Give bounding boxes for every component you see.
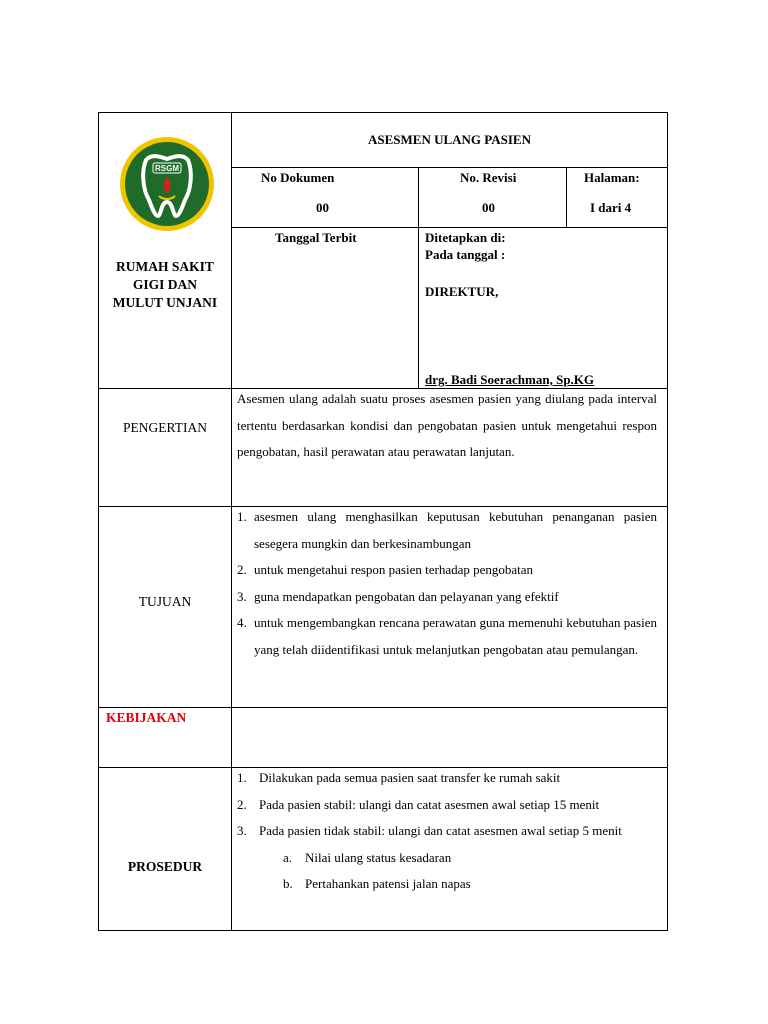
list-item bbox=[237, 818, 657, 845]
list-item-number: 2. bbox=[237, 796, 247, 812]
list-subitem-letter: a. bbox=[283, 849, 293, 865]
list-item-text: Dilakukan pada semua pasien saat transfer ke rumah sakit bbox=[259, 770, 561, 785]
no-revisi-value: 00 bbox=[482, 200, 495, 215]
list-item-number: 1. bbox=[237, 770, 247, 785]
list-item-text: guna mendapatkan pengobatan dan pelayanan yang efektif bbox=[254, 588, 559, 604]
kebijakan-label: KEBIJAKAN bbox=[106, 710, 187, 725]
pada-tanggal-label: Pada tanggal : bbox=[425, 247, 506, 262]
list-item-number: 1. bbox=[237, 509, 247, 524]
list-subitem bbox=[237, 845, 657, 872]
direktur-label: DIREKTUR, bbox=[425, 284, 499, 299]
pengertian-label: PENGERTIAN bbox=[123, 420, 207, 435]
list-item bbox=[237, 504, 657, 557]
ditetapkan-label: Ditetapkan di: bbox=[425, 230, 506, 245]
list-subitem-letter: b. bbox=[283, 876, 293, 891]
tujuan-label: TUJUAN bbox=[138, 594, 192, 609]
list-subitem-text: Pertahankan patensi jalan napas bbox=[305, 876, 471, 891]
tanggal-terbit-label: Tanggal Terbit bbox=[275, 230, 357, 245]
list-item-number: 4. bbox=[237, 615, 247, 630]
list-item-text: untuk mengetahui respon pasien terhadap pengobatan bbox=[254, 562, 534, 577]
no-revisi-label: No. Revisi bbox=[460, 170, 517, 185]
hospital-name bbox=[98, 258, 232, 312]
tujuan-list bbox=[237, 504, 657, 663]
no-dokumen-label: No Dokumen bbox=[261, 170, 335, 185]
list-item-text: Pada pasien stabil: ulangi dan catat asesmen awal setiap 15 menit bbox=[259, 796, 600, 812]
list-subitem bbox=[237, 871, 657, 898]
halaman-label: Halaman: bbox=[584, 170, 640, 185]
list-item bbox=[237, 765, 657, 792]
no-dokumen-value: 00 bbox=[316, 200, 329, 215]
hospital-name-line: GIGI DAN bbox=[132, 277, 198, 292]
pengertian-text: Asesmen ulang adalah suatu proses asesmen pasien yang diulang pada interval tertentu berdasarkan kondisi dan pengobatan pasien untuk mengetahui respon pengobatan, hasil perawatan atau perawatan lanjutan. bbox=[237, 391, 657, 459]
hospital-logo bbox=[119, 136, 215, 232]
hospital-name-line: RUMAH SAKIT bbox=[116, 259, 214, 274]
list-item-text: untuk mengembangkan rencana perawatan guna memenuhi kebutuhan pasien yang telah diidentifikasi untuk melanjutkan pengobatan atau pemulangan. bbox=[254, 615, 657, 657]
list-item-number: 3. bbox=[237, 588, 247, 604]
list-item bbox=[237, 584, 657, 611]
list-item-number: 2. bbox=[237, 562, 247, 577]
hospital-name-line: MULUT UNJANI bbox=[112, 295, 218, 310]
list-item bbox=[237, 792, 657, 819]
list-item bbox=[237, 610, 657, 663]
signatory-name: drg. Badi Soerachman, Sp.KG bbox=[425, 372, 595, 387]
list-item-text: Pada pasien tidak stabil: ulangi dan catat asesmen awal setiap 5 menit bbox=[259, 823, 622, 838]
logo-text: RSGM bbox=[155, 164, 179, 173]
prosedur-list bbox=[237, 765, 657, 898]
list-item-text: asesmen ulang menghasilkan keputusan kebutuhan penanganan pasien sesegera mungkin dan berkesinambungan bbox=[254, 509, 657, 551]
list-item bbox=[237, 557, 657, 584]
list-item-number: 3. bbox=[237, 823, 247, 838]
prosedur-label: PROSEDUR bbox=[127, 859, 203, 874]
halaman-value: I dari 4 bbox=[590, 200, 632, 215]
page-title: ASESMEN ULANG PASIEN bbox=[367, 132, 531, 147]
list-subitem-text: Nilai ulang status kesadaran bbox=[305, 849, 452, 865]
